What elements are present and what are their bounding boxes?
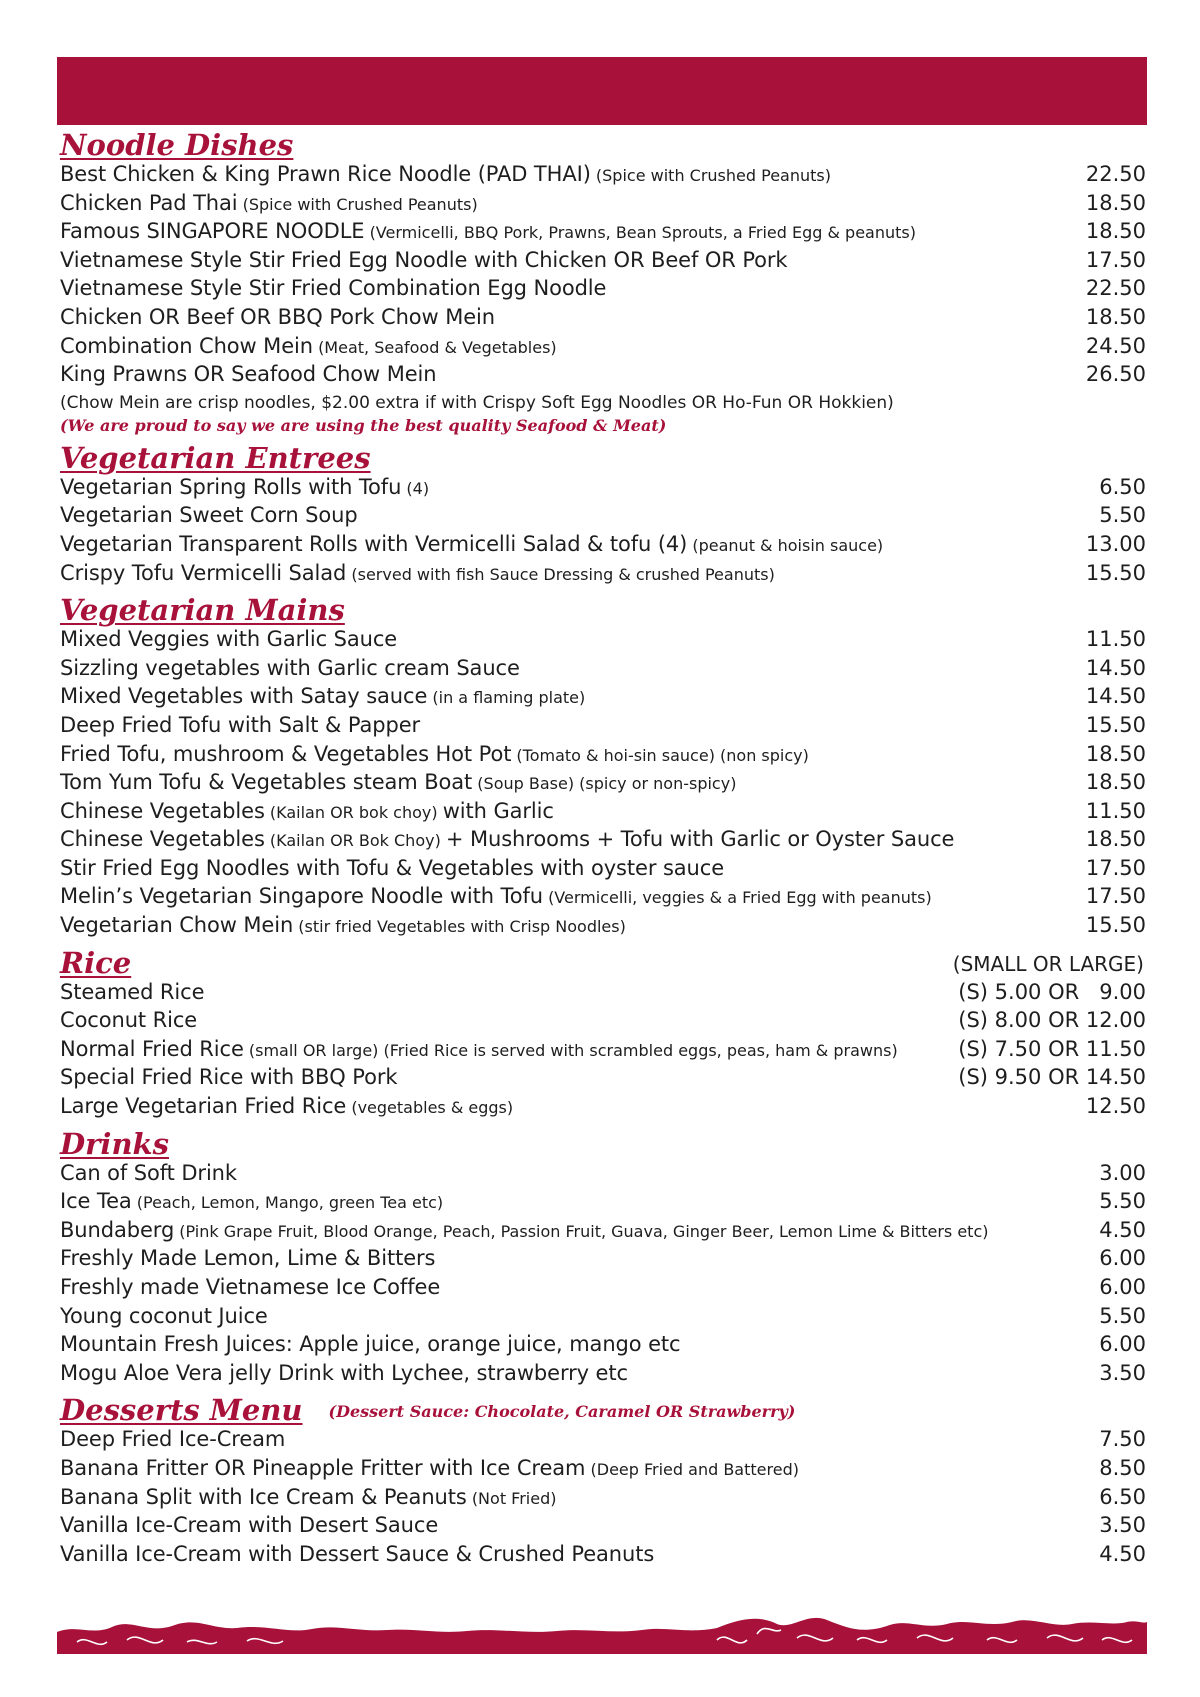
item-name: Ice Tea <box>60 1189 132 1214</box>
item-detail: (Deep Fried and Battered) <box>590 1459 799 1479</box>
veg-entrees-title-row <box>60 439 1146 475</box>
rice-size-header: (SMALL OR LARGE) <box>952 951 1144 976</box>
item-price: 14.50 <box>1085 655 1146 680</box>
menu-item <box>60 1065 1146 1094</box>
desserts-section <box>60 1391 1146 1570</box>
menu-item-text <box>60 1542 654 1566</box>
item-price: 22.50 <box>1085 276 1146 301</box>
menu-item <box>60 827 1146 856</box>
menu-item <box>60 656 1146 685</box>
item-name: Chicken OR Beef OR BBQ Pork Chow Mein <box>60 304 495 329</box>
menu-item <box>60 1275 1146 1304</box>
menu-item-text <box>60 1275 440 1299</box>
item-price: 11.50 <box>1085 627 1146 652</box>
item-name: Freshly Made Lemon, Lime & Bitters <box>60 1246 436 1271</box>
item-price: 13.00 <box>1085 531 1146 556</box>
item-name: Can of Soft Drink <box>60 1160 237 1185</box>
item-name: Coconut Rice <box>60 1008 198 1033</box>
item-name: Vegetarian Spring Rolls with Tofu <box>60 474 402 499</box>
menu-item <box>60 713 1146 742</box>
menu-item-text <box>60 475 429 499</box>
item-name-suffix: + Mushrooms + Tofu with Garlic or Oyster Sauce <box>445 827 955 852</box>
menu-item <box>60 162 1146 191</box>
chow-mein-note: (Chow Mein are crisp noodles, $2.00 extra if with Crispy Soft Egg Noodles OR Ho-Fun OR Hokkien) <box>60 392 894 413</box>
drinks-section <box>60 1125 1146 1390</box>
item-price: 15.50 <box>1085 913 1146 938</box>
item-price: (S) 5.00 OR 9.00 <box>958 979 1146 1004</box>
decorative-floral-border <box>57 1594 1147 1654</box>
section-title-desserts-menu: Desserts Menu <box>60 1393 303 1428</box>
veg-entrees-items <box>60 475 1146 589</box>
item-price: 6.00 <box>1099 1332 1146 1357</box>
menu-item <box>60 1037 1146 1066</box>
menu-item-text <box>60 1513 438 1537</box>
item-detail: (Tomato & hoi-sin sauce) (non spicy) <box>516 745 809 765</box>
menu-item <box>60 856 1146 885</box>
item-detail: (stir fried Vegetables with Crisp Noodles) <box>298 917 626 937</box>
rice-items <box>60 980 1146 1123</box>
section-title-drinks: Drinks <box>60 1126 169 1161</box>
item-detail: (Kailan OR bok choy) <box>269 802 438 822</box>
item-price: 18.50 <box>1085 770 1146 795</box>
item-detail: (Vermicelli, BBQ Pork, Prawns, Bean Sprouts, a Fried Egg & peanuts) <box>369 223 916 243</box>
section-title-vegetarian-mains: Vegetarian Mains <box>60 593 345 628</box>
item-name: Mixed Veggies with Garlic Sauce <box>60 627 398 652</box>
item-name: Sizzling vegetables with Garlic cream Sauce <box>60 655 520 680</box>
item-name-suffix: with Garlic <box>442 798 554 823</box>
item-price: 18.50 <box>1085 827 1146 852</box>
menu-item-text <box>60 1456 799 1480</box>
menu-item <box>60 1332 1146 1361</box>
menu-item <box>60 913 1146 942</box>
item-detail: (vegetables & eggs) <box>351 1098 514 1118</box>
item-price: 3.00 <box>1099 1160 1146 1185</box>
rice-section <box>60 944 1146 1123</box>
menu-item-text <box>60 334 557 358</box>
item-name: King Prawns OR Seafood Chow Mein <box>60 362 437 387</box>
menu-item <box>60 219 1146 248</box>
section-title-rice: Rice <box>60 945 132 980</box>
menu-item <box>60 627 1146 656</box>
item-price: 8.50 <box>1099 1455 1146 1480</box>
menu-item-text <box>60 191 478 215</box>
menu-item <box>60 248 1146 277</box>
menu-item-text <box>60 1427 285 1451</box>
menu-item-text <box>60 684 585 708</box>
menu-item <box>60 362 1146 391</box>
menu-item-text <box>60 305 495 329</box>
drinks-title-row <box>60 1125 1146 1161</box>
item-price: 3.50 <box>1099 1360 1146 1385</box>
floral-border-band <box>57 1618 1147 1654</box>
menu-item <box>60 334 1146 363</box>
item-detail: (Spice with Crushed Peanuts) <box>595 166 831 185</box>
item-name: Vietnamese Style Stir Fried Egg Noodle with Chicken OR Beef OR Pork <box>60 247 788 272</box>
menu-item-text <box>60 742 809 766</box>
menu-item-text <box>60 162 831 186</box>
item-price: 17.50 <box>1085 247 1146 272</box>
menu-item-text <box>60 656 520 680</box>
item-name: Mixed Vegetables with Satay sauce <box>60 684 428 709</box>
menu-item <box>60 1094 1146 1123</box>
menu-item <box>60 305 1146 334</box>
item-name: Freshly made Vietnamese Ice Coffee <box>60 1275 441 1299</box>
menu-item <box>60 799 1146 828</box>
menu-item-text <box>60 627 397 651</box>
veg-mains-items <box>60 627 1146 942</box>
item-name: Vegetarian Sweet Corn Soup <box>60 503 358 528</box>
item-price: 6.00 <box>1099 1246 1146 1271</box>
menu-item <box>60 980 1146 1009</box>
item-price: (S) 7.50 OR 11.50 <box>958 1036 1146 1061</box>
menu-item-text <box>60 1361 628 1385</box>
item-detail: (Not Fried) <box>471 1488 557 1508</box>
menu-item <box>60 1361 1146 1390</box>
menu-item <box>60 684 1146 713</box>
item-price: 17.50 <box>1085 855 1146 880</box>
menu-item-text <box>60 1218 988 1242</box>
noodle-items <box>60 162 1146 391</box>
menu-item-text <box>60 1246 435 1270</box>
item-name: Banana Fritter OR Pineapple Fritter with Ice Cream <box>60 1455 586 1480</box>
item-price: 22.50 <box>1085 162 1146 186</box>
rice-title-row <box>60 944 1146 980</box>
menu-item-text <box>60 1008 197 1032</box>
item-price: 26.50 <box>1085 362 1146 387</box>
item-detail: (served with fish Sauce Dressing & crushed Peanuts) <box>351 564 775 584</box>
item-name: Fried Tofu, mushroom & Vegetables Hot Pot <box>60 741 512 766</box>
item-price: 15.50 <box>1085 560 1146 585</box>
item-price: (S) 9.50 OR 14.50 <box>958 1065 1146 1090</box>
menu-item <box>60 503 1146 532</box>
menu-item-text <box>60 1304 268 1328</box>
item-name: Chinese Vegetables <box>60 798 265 823</box>
item-price: (S) 8.00 OR 12.00 <box>958 1008 1146 1033</box>
menu-item-text <box>60 561 775 585</box>
menu-item <box>60 1189 1146 1218</box>
menu-item <box>60 1456 1146 1485</box>
item-price: 24.50 <box>1085 333 1146 358</box>
menu-item <box>60 884 1146 913</box>
item-name: Special Fried Rice with BBQ Pork <box>60 1065 398 1090</box>
menu-item-text <box>60 1332 681 1356</box>
item-detail: (Kailan OR Bok Choy) <box>269 831 441 851</box>
item-price: 6.00 <box>1099 1275 1146 1299</box>
menu-item-text <box>60 856 724 880</box>
item-name: Chicken Pad Thai <box>60 190 238 215</box>
menu-item-text <box>60 884 932 908</box>
item-name: Crispy Tofu Vermicelli Salad <box>60 560 347 585</box>
item-price: 4.50 <box>1099 1217 1146 1242</box>
item-detail: (peanut & hoisin sauce) <box>692 535 884 555</box>
item-detail: (in a flaming plate) <box>432 688 586 708</box>
noodle-section <box>60 126 1146 437</box>
drinks-items <box>60 1161 1146 1390</box>
menu-item <box>60 276 1146 305</box>
menu-item-text <box>60 1161 237 1185</box>
menu-item <box>60 532 1146 561</box>
item-price: 12.50 <box>1085 1094 1146 1119</box>
item-detail: (Pink Grape Fruit, Blood Orange, Peach, Passion Fruit, Guava, Ginger Beer, Lemon Lime & Bitters etc) <box>179 1221 989 1241</box>
item-price: 11.50 <box>1085 798 1146 823</box>
veg-entrees-section <box>60 439 1146 589</box>
menu-item <box>60 1427 1146 1456</box>
menu-item <box>60 1246 1146 1275</box>
menu-item <box>60 1304 1146 1333</box>
menu-item-text <box>60 276 606 300</box>
item-detail: (Soup Base) (spicy or non-spicy) <box>477 774 737 794</box>
item-detail: (Peach, Lemon, Mango, green Tea etc) <box>136 1193 444 1213</box>
menu-item <box>60 742 1146 771</box>
menu-content <box>60 126 1146 1572</box>
quality-note: (We are proud to say we are using the best quality Seafood & Meat) <box>60 415 667 435</box>
item-name: Vanilla Ice-Cream with Dessert Sauce & Crushed Peanuts <box>60 1541 655 1566</box>
item-detail: (Meat, Seafood & Vegetables) <box>318 337 557 357</box>
item-name: Stir Fried Egg Noodles with Tofu & Vegetables with oyster sauce <box>60 855 725 880</box>
item-price: 4.50 <box>1099 1541 1146 1566</box>
menu-item <box>60 1218 1146 1247</box>
item-name: Famous SINGAPORE NOODLE <box>60 219 365 244</box>
item-name: Vegetarian Chow Mein <box>60 913 294 938</box>
menu-item <box>60 770 1146 799</box>
item-price: 18.50 <box>1085 741 1146 766</box>
menu-item <box>60 1485 1146 1514</box>
menu-item <box>60 561 1146 590</box>
item-name: Tom Yum Tofu & Vegetables steam Boat <box>60 770 473 795</box>
item-price: 5.50 <box>1099 1303 1146 1328</box>
item-name: Bundaberg <box>60 1217 175 1242</box>
item-name: Banana Split with Ice Cream & Peanuts <box>60 1484 467 1509</box>
menu-item-text <box>60 799 554 823</box>
desserts-title-row <box>60 1391 1146 1427</box>
item-name: Vanilla Ice-Cream with Desert Sauce <box>60 1513 439 1538</box>
item-name: Large Vegetarian Fried Rice <box>60 1094 347 1119</box>
item-name: Chinese Vegetables <box>60 827 265 852</box>
menu-item-text <box>60 980 204 1004</box>
menu-item-text <box>60 1065 397 1089</box>
menu-item-text <box>60 219 916 243</box>
noodle-title-row <box>60 126 1146 162</box>
item-price: 3.50 <box>1099 1513 1146 1538</box>
menu-item <box>60 475 1146 504</box>
item-name: Deep Fried Tofu with Salt & Papper <box>60 712 421 737</box>
menu-item <box>60 1008 1146 1037</box>
veg-mains-section <box>60 591 1146 942</box>
item-detail: (small OR large) (Fried Rice is served with scrambled eggs, peas, ham & prawns) <box>248 1040 898 1060</box>
menu-item <box>60 1161 1146 1190</box>
menu-item-text <box>60 1189 443 1213</box>
menu-item-text <box>60 913 626 937</box>
item-name: Mogu Aloe Vera jelly Drink with Lychee, strawberry etc <box>60 1360 628 1385</box>
item-name: Steamed Rice <box>60 979 205 1004</box>
item-name: Deep Fried Ice-Cream <box>60 1427 286 1452</box>
menu-item-text <box>60 532 883 556</box>
item-price: 18.50 <box>1085 219 1146 244</box>
item-price: 17.50 <box>1085 884 1146 909</box>
desserts-items <box>60 1427 1146 1570</box>
item-name: Vegetarian Transparent Rolls with Vermicelli Salad & tofu (4) <box>60 531 688 556</box>
item-price: 5.50 <box>1099 503 1146 528</box>
item-price: 6.50 <box>1099 474 1146 499</box>
veg-mains-title-row <box>60 591 1146 627</box>
item-name: Vietnamese Style Stir Fried Combination Egg Noodle <box>60 276 607 301</box>
item-price: 18.50 <box>1085 304 1146 329</box>
item-name: Mountain Fresh Juices: Apple juice, orange juice, mango etc <box>60 1332 681 1357</box>
menu-item-text <box>60 827 954 851</box>
menu-item-text <box>60 503 358 527</box>
item-name: Normal Fried Rice <box>60 1036 244 1061</box>
item-price: 7.50 <box>1099 1427 1146 1452</box>
menu-item <box>60 191 1146 220</box>
item-price: 6.50 <box>1099 1484 1146 1509</box>
item-detail: (4) <box>406 478 430 498</box>
item-price: 14.50 <box>1085 684 1146 709</box>
menu-item <box>60 1513 1146 1542</box>
menu-item-text <box>60 770 736 794</box>
menu-item <box>60 1542 1146 1571</box>
item-name: Melin’s Vegetarian Singapore Noodle with Tofu <box>60 884 543 909</box>
dessert-sauce-note: (Dessert Sauce: Chocolate, Caramel OR Strawberry) <box>328 1402 796 1422</box>
top-banner <box>57 57 1147 125</box>
section-title-noodle-dishes: Noodle Dishes <box>60 128 294 162</box>
menu-item-text <box>60 1094 513 1118</box>
menu-item-text <box>60 1485 556 1509</box>
item-price: 18.50 <box>1085 190 1146 215</box>
item-price: 5.50 <box>1099 1189 1146 1214</box>
item-name: Best Chicken & King Prawn Rice Noodle (PAD THAI) <box>60 162 591 186</box>
menu-item-text <box>60 248 788 272</box>
item-name: Young coconut Juice <box>60 1303 268 1328</box>
menu-item-text <box>60 713 420 737</box>
menu-item-text <box>60 1037 898 1061</box>
item-name: Combination Chow Mein <box>60 333 313 358</box>
item-detail: (Spice with Crushed Peanuts) <box>242 194 478 214</box>
section-title-vegetarian-entrees: Vegetarian Entrees <box>60 440 371 475</box>
item-price: 15.50 <box>1085 712 1146 737</box>
item-detail: (Vermicelli, veggies & a Fried Egg with peanuts) <box>548 888 932 908</box>
menu-item-text <box>60 362 436 386</box>
